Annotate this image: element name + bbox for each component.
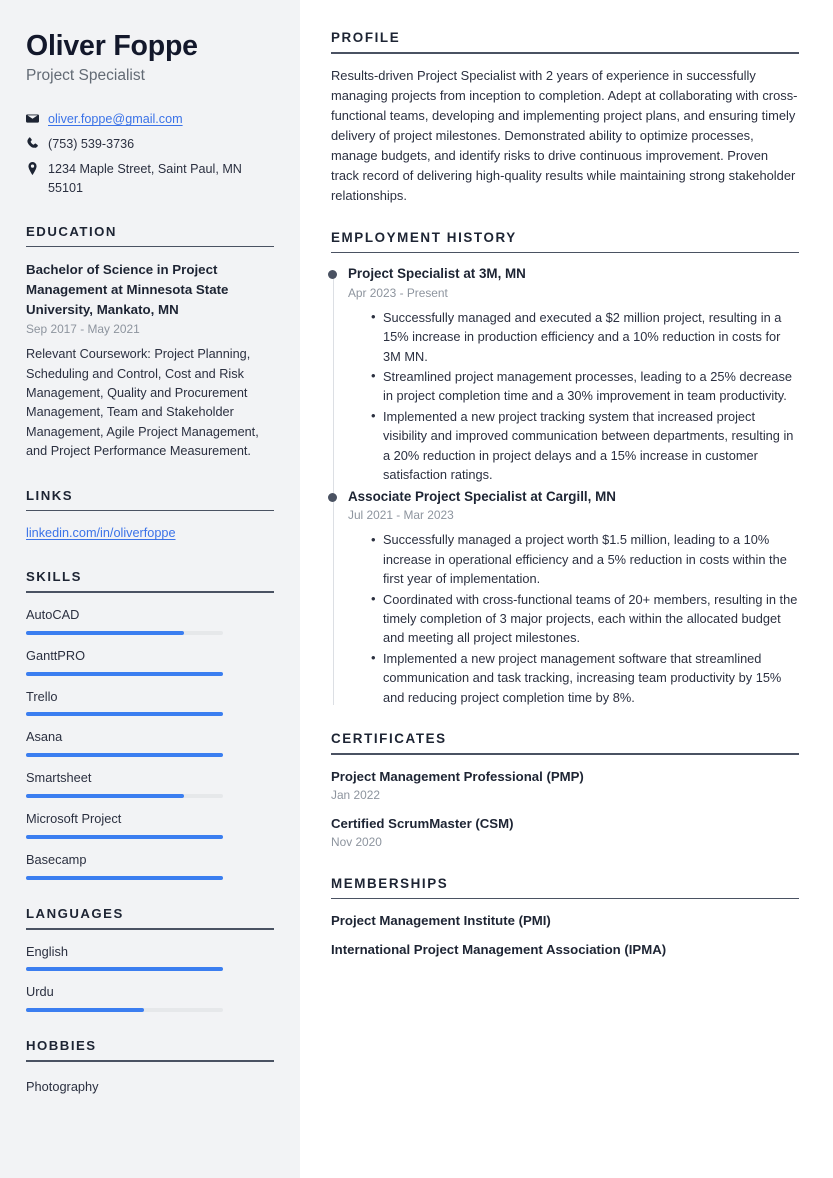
- employment-bullet: • Implemented a new project management software that streamlined communication and task tracking, increasing team productivity by 15% and reducing project completion time by 8%.: [371, 649, 799, 707]
- employment-bullet: • Coordinated with cross-functional teams of 20+ members, resulting in the timely completion of 3 major projects, each within the allocated budget and meeting all project milestones.: [371, 590, 799, 648]
- skill-level-fill: [26, 753, 223, 757]
- certificates-list: [331, 767, 799, 852]
- certificate-item: [331, 814, 799, 852]
- candidate-job-title: Project Specialist: [26, 67, 145, 85]
- certificate-date: Nov 2020: [331, 834, 382, 849]
- memberships-list: [331, 911, 799, 959]
- education-rule: [26, 246, 274, 248]
- skill-label: GanttPRO: [26, 647, 86, 663]
- skill-item: [26, 769, 274, 798]
- skill-level-track: [26, 794, 223, 798]
- skills-heading: SKILLS: [26, 569, 82, 585]
- employment-role: Project Specialist at 3M, MN: [348, 266, 526, 281]
- phone-value: (753) 539-3736: [48, 137, 135, 152]
- language-level-track: [26, 1008, 223, 1012]
- certificates-heading: CERTIFICATES: [331, 731, 447, 747]
- employment-entry: [331, 265, 799, 485]
- employment-date: Jul 2021 - Mar 2023: [348, 508, 454, 523]
- section-profile: [331, 30, 799, 206]
- education-title: Bachelor of Science in Project Management at Minnesota State University, Mankato, MN: [26, 262, 229, 317]
- education-entry: [26, 260, 274, 461]
- language-item: [26, 983, 274, 1012]
- certificate-item: [331, 767, 799, 805]
- timeline-dot-icon: [328, 270, 337, 279]
- hobbies-rule: [26, 1060, 274, 1062]
- employment-role: Associate Project Specialist at Cargill, MN: [348, 488, 616, 504]
- skill-level-track: [26, 835, 223, 839]
- membership-item: Project Management Institute (PMI): [331, 913, 551, 929]
- employment-bullet: • Implemented a new project tracking system that increased project visibility and improved communication between departments, resulting in a 20% reduction in project delays and a 15% increase in customer satisfaction ratings.: [371, 407, 799, 485]
- language-level-fill: [26, 1008, 144, 1012]
- section-education: [26, 224, 274, 462]
- envelope-icon: [26, 110, 48, 125]
- skill-label: Trello: [26, 688, 58, 704]
- certificate-title: Project Management Professional (PMP): [331, 768, 584, 784]
- timeline-dot-icon: [328, 493, 337, 502]
- language-level-track: [26, 967, 223, 971]
- language-label: English: [26, 943, 68, 959]
- languages-list: [26, 943, 274, 1013]
- contact-phone-row: [26, 135, 274, 154]
- language-level-fill: [26, 967, 223, 971]
- employment-date: Apr 2023 - Present: [348, 285, 448, 300]
- address-value: 1234 Maple Street, Saint Paul, MN 55101: [48, 161, 242, 195]
- links-heading: LINKS: [26, 487, 74, 503]
- skill-level-fill: [26, 712, 223, 716]
- email-link[interactable]: oliver.foppe@gmail.com: [48, 112, 183, 127]
- employment-entry: [331, 488, 799, 708]
- skills-list: [26, 606, 274, 880]
- employment-rule: [331, 252, 799, 254]
- section-links: [26, 488, 274, 544]
- certificates-rule: [331, 753, 799, 755]
- phone-icon: [26, 135, 48, 150]
- skill-level-fill: [26, 672, 223, 676]
- skill-level-fill: [26, 876, 223, 880]
- language-label: Urdu: [26, 984, 54, 1000]
- section-languages: [26, 906, 274, 1012]
- section-skills: [26, 569, 274, 880]
- contact-list: [26, 110, 274, 198]
- skill-item: [26, 647, 274, 676]
- section-hobbies: [26, 1038, 274, 1096]
- profile-text: Results-driven Project Specialist with 2 years of experience in successfully managing projects from inception to completion. Adept at collaborating with cross-functional teams, developing and implementing project plans, and ensuring timely delivery of project milestones. Demonstrated ability to optimize processes, manage budgets, and identify risks to drive continuous improvement. Proven track record of delivering high-quality results while maintaining strong stakeholder relationships.: [331, 67, 798, 203]
- education-description: Relevant Coursework: Project Planning, Scheduling and Control, Cost and Risk Management, Quality and Procurement Management, Team and Stakeholder Management, Agile Project Management, and Project Performance Measurement.: [26, 347, 259, 459]
- hobbies-heading: HOBBIES: [26, 1038, 97, 1054]
- languages-heading: LANGUAGES: [26, 906, 124, 922]
- employment-bullet-list: [348, 530, 799, 707]
- profile-rule: [331, 52, 799, 54]
- skill-item: [26, 728, 274, 757]
- skill-item: [26, 688, 274, 717]
- memberships-heading: MEMBERSHIPS: [331, 875, 449, 891]
- skill-item: [26, 810, 274, 839]
- skill-level-track: [26, 753, 223, 757]
- languages-rule: [26, 928, 274, 930]
- skill-label: AutoCAD: [26, 606, 80, 622]
- skill-item: [26, 606, 274, 635]
- skill-label: Microsoft Project: [26, 811, 122, 827]
- education-date: Sep 2017 - May 2021: [26, 322, 140, 337]
- employment-timeline: [331, 265, 799, 707]
- employment-bullet-list: [348, 308, 799, 485]
- contact-address-row: [26, 160, 274, 198]
- sidebar: [0, 0, 300, 1178]
- certificate-title: Certified ScrumMaster (CSM): [331, 815, 514, 831]
- employment-bullet: • Successfully managed a project worth $1.5 million, leading to a 10% increase in operational efficiency and a 5% reduction in costs within the first year of implementation.: [371, 530, 799, 588]
- memberships-rule: [331, 898, 799, 900]
- contact-email-row[interactable]: [26, 110, 274, 129]
- language-item: [26, 943, 274, 972]
- skill-level-fill: [26, 835, 223, 839]
- skill-item: [26, 851, 274, 880]
- employment-bullet: • Successfully managed and executed a $2 million project, resulting in a 15% increase in production efficiency and a 10% reduction in costs for 3M MN.: [371, 308, 799, 366]
- skill-level-track: [26, 712, 223, 716]
- skill-level-fill: [26, 794, 184, 798]
- profile-heading: PROFILE: [331, 30, 401, 45]
- section-employment: [331, 230, 799, 708]
- skill-level-track: [26, 672, 223, 676]
- skill-level-track: [26, 876, 223, 880]
- main-column: [300, 0, 833, 1178]
- skill-level-fill: [26, 631, 184, 635]
- certificate-date: Jan 2022: [331, 787, 380, 802]
- employment-heading: EMPLOYMENT HISTORY: [331, 229, 517, 245]
- linkedin-link[interactable]: linkedin.com/in/oliverfoppe: [26, 526, 176, 541]
- skills-rule: [26, 591, 274, 593]
- section-memberships: [331, 876, 799, 960]
- section-certificates: [331, 731, 799, 852]
- map-pin-icon: [26, 160, 48, 175]
- membership-item: International Project Management Association (IPMA): [331, 942, 667, 958]
- hobby-item: Photography: [26, 1078, 99, 1094]
- skill-label: Basecamp: [26, 852, 87, 868]
- employment-bullet: • Streamlined project management processes, leading to a 25% decrease in project completion time and a 30% improvement in team productivity.: [371, 367, 799, 406]
- candidate-name: Oliver Foppe: [26, 30, 198, 62]
- skill-label: Smartsheet: [26, 770, 92, 786]
- skill-label: Asana: [26, 729, 63, 745]
- links-rule: [26, 510, 274, 512]
- skill-level-track: [26, 631, 223, 635]
- education-heading: EDUCATION: [26, 223, 117, 239]
